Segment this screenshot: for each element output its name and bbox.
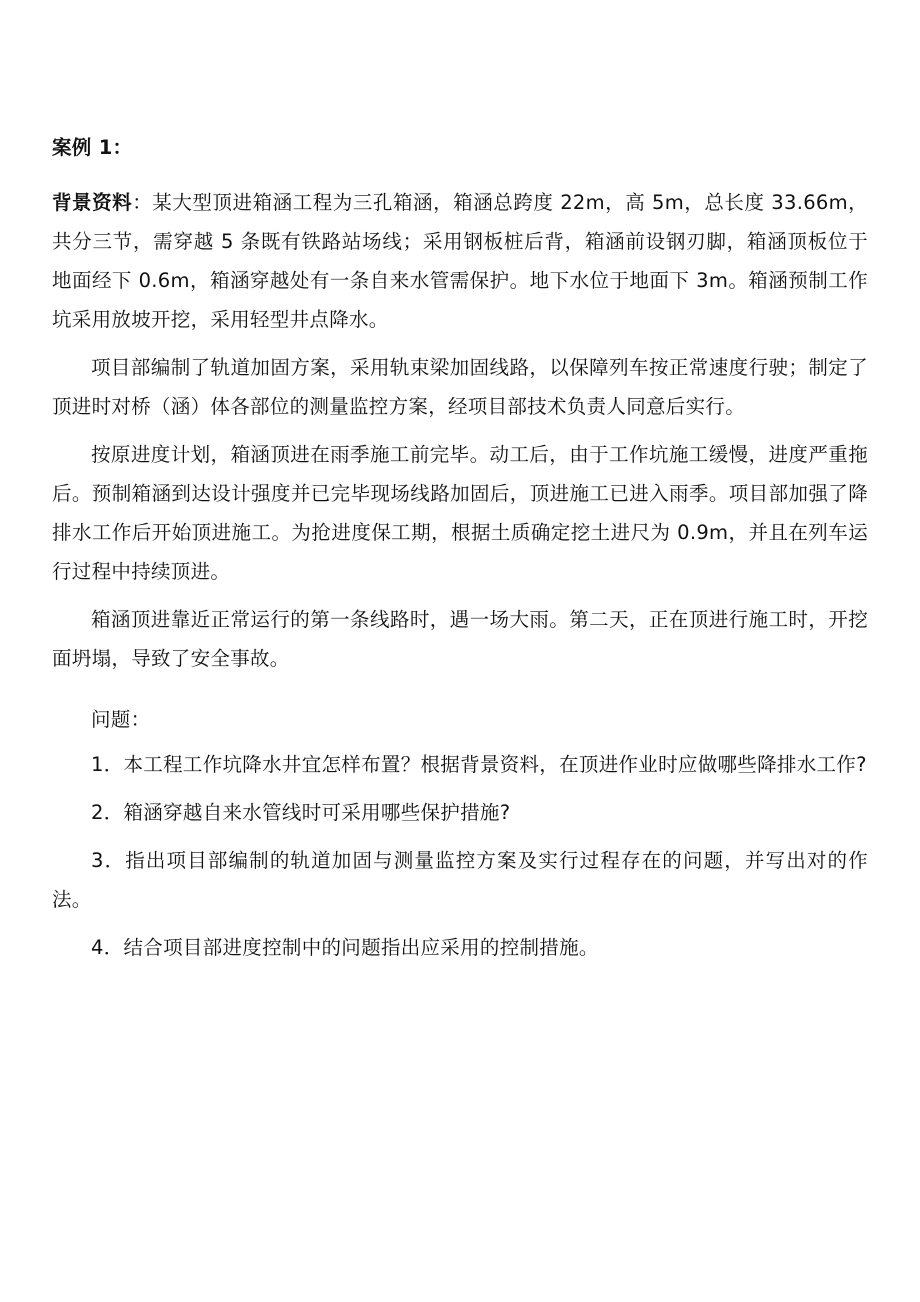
case-title: 案例 1： xyxy=(52,136,133,159)
paragraph-track-reinforcement: 项目部编制了轨道加固方案，采用轨束梁加固线路，以保障列车按正常速度行驶；制定了顶进时对桥（涵）体各部位的测量监控方案，经项目部技术负责人同意后实行。 xyxy=(52,356,868,418)
paragraph-schedule: 按原进度计划，箱涵顶进在雨季施工前完毕。动工后，由于工作坑施工缓慢，进度严重拖后。预制箱涵到达设计强度并已完毕现场线路加固后，顶进施工已进入雨季。项目部加强了降排水工作后开始顶进施工。为抢进度保工期，根据土质确定挖土进尺为 0.9m，并且在列车运行过程中持续顶进。 xyxy=(52,443,868,583)
question-3: 3．指出项目部编制的轨道加固与测量监控方案及实行过程存在的问题，并写出对的作法。 xyxy=(52,849,868,911)
background-paragraph xyxy=(52,183,868,339)
questions-label: 问题： xyxy=(91,708,151,731)
question-2: 2．箱涵穿越自来水管线时可采用哪些保护措施? xyxy=(91,801,511,824)
background-text: 某大型顶进箱涵工程为三孔箱涵，箱涵总跨度 22m，高 5m，总长度 33.66m，共分三节，需穿越 5 条既有铁路站场线；采用钢板桩后背，箱涵前设钢刃脚，箱涵顶板位于地面经下 0.6m，箱涵穿越处有一条自来水管需保护。地下水位于地面下 3m。箱涵预制工作坑采用放坡开挖，采用轻型井点降水。 xyxy=(52,191,868,331)
question-4: 4．结合项目部进度控制中的问题指出应采用的控制措施。 xyxy=(91,936,599,959)
background-label: 背景资料 xyxy=(52,191,133,214)
document-page xyxy=(52,128,868,976)
paragraph-accident: 箱涵顶进靠近正常运行的第一条线路时，遇一场大雨。第二天，正在顶进行施工时，开挖面坍塌，导致了安全事故。 xyxy=(52,608,868,670)
question-1: 1．本工程工作坑降水井宜怎样布置？根据背景资料，在顶进作业时应做哪些降排水工作? xyxy=(91,753,867,776)
background-separator: ： xyxy=(132,191,153,214)
